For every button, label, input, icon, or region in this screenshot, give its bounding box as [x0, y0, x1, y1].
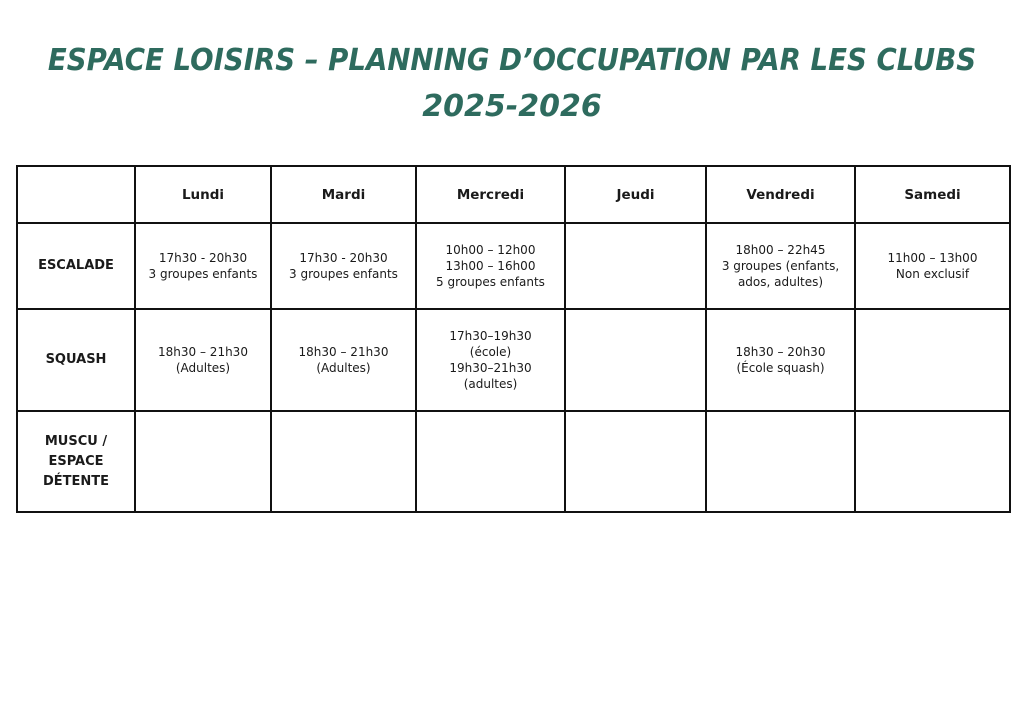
- title-line-2: 2025-2026: [422, 89, 602, 124]
- row-label-line: SQUASH: [45, 352, 107, 367]
- day-header: Samedi: [855, 166, 1010, 223]
- row-label-line: ESPACE: [48, 453, 104, 469]
- cell-line: 5 groupes enfants: [436, 275, 545, 289]
- schedule-cell: [565, 309, 706, 411]
- schedule-cell: [565, 411, 706, 512]
- cell-line: (école): [469, 345, 512, 359]
- row-label-line: MUSCU /: [44, 433, 108, 449]
- cell-line: 18h30 – 21h30: [158, 345, 248, 359]
- schedule-cell: [271, 309, 416, 411]
- corner-cell: [17, 166, 135, 223]
- schedule-cell: [855, 411, 1010, 512]
- cell-line: (adultes): [463, 377, 518, 391]
- cell-line: 17h30–19h30: [449, 329, 532, 343]
- cell-line: ados, adultes): [737, 275, 824, 289]
- table-row: [17, 309, 1010, 411]
- schedule-cell: [565, 223, 706, 309]
- page-title: [0, 38, 1024, 130]
- row-label: [17, 309, 135, 411]
- row-label-line: DÉTENTE: [42, 473, 110, 489]
- day-header: Mardi: [271, 166, 416, 223]
- cell-line: 19h30–21h30: [449, 361, 532, 375]
- cell-line: 17h30 - 20h30: [158, 251, 248, 265]
- schedule-cell: [135, 411, 271, 512]
- schedule-cell: [271, 223, 416, 309]
- schedule-cell: [135, 309, 271, 411]
- schedule-cell: [135, 223, 271, 309]
- cell-line: 11h00 – 13h00: [887, 251, 978, 265]
- cell-line: 18h30 – 21h30: [298, 345, 389, 359]
- schedule-cell: [416, 411, 565, 512]
- schedule-cell: [416, 309, 565, 411]
- cell-line: 3 groupes (enfants,: [721, 259, 840, 273]
- day-header: Lundi: [135, 166, 271, 223]
- cell-line: (École squash): [736, 361, 825, 375]
- title-line-1: ESPACE LOISIRS – PLANNING D’OCCUPATION PAR LES CLUBS: [47, 43, 977, 78]
- cell-line: 3 groupes enfants: [148, 267, 258, 281]
- cell-line: (Adultes): [316, 361, 371, 375]
- cell-line: 3 groupes enfants: [289, 267, 398, 281]
- day-header: Vendredi: [706, 166, 855, 223]
- schedule-cell: [855, 309, 1010, 411]
- cell-line: 10h00 – 12h00: [445, 243, 536, 257]
- table-row: [17, 223, 1010, 309]
- row-label: [17, 411, 135, 512]
- day-header: Jeudi: [565, 166, 706, 223]
- schedule-cell: [706, 309, 855, 411]
- schedule-cell: [855, 223, 1010, 309]
- table-row: [17, 411, 1010, 512]
- row-label: [17, 223, 135, 309]
- header-row: [17, 166, 1010, 223]
- row-label-line: ESCALADE: [38, 258, 114, 273]
- schedule-cell: [706, 411, 855, 512]
- cell-line: 17h30 - 20h30: [299, 251, 388, 265]
- schedule-table: [16, 165, 1011, 513]
- schedule-cell: [416, 223, 565, 309]
- day-header: Mercredi: [416, 166, 565, 223]
- schedule-cell: [271, 411, 416, 512]
- cell-line: 18h00 – 22h45: [735, 243, 826, 257]
- schedule-cell: [706, 223, 855, 309]
- cell-line: (Adultes): [175, 361, 231, 375]
- cell-line: 18h30 – 20h30: [735, 345, 826, 359]
- cell-line: 13h00 – 16h00: [445, 259, 536, 273]
- cell-line: Non exclusif: [895, 267, 970, 281]
